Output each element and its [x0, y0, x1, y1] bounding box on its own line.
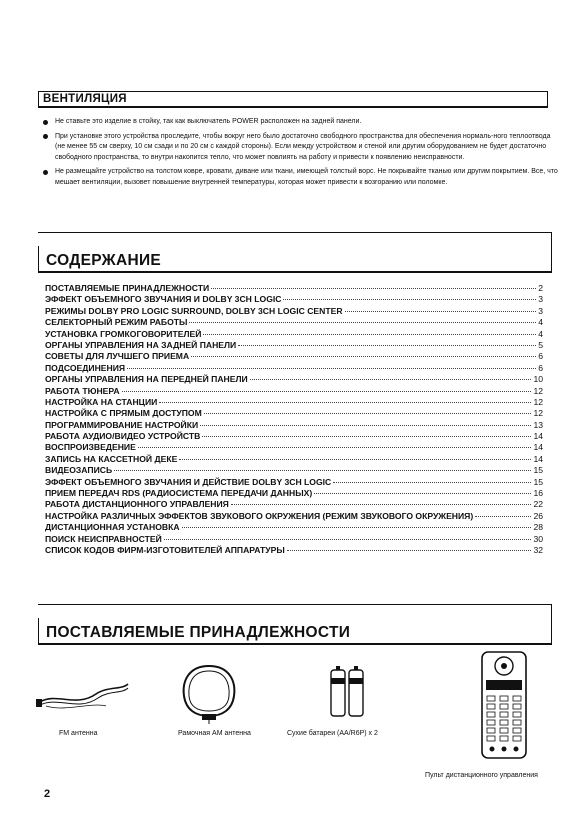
bullet-dot-icon [43, 170, 48, 175]
toc-leader-dots [159, 402, 531, 403]
toc-entry-label: ВИДЕОЗАПИСЬ [45, 465, 113, 476]
toc-leader-dots [122, 391, 532, 392]
page-number: 2 [44, 788, 51, 800]
ventilation-title: ВЕНТИЛЯЦИЯ [43, 93, 127, 105]
toc-entry-label: РАБОТА ДИСТАНЦИОННОГО УПРАВЛЕНИЯ [45, 499, 229, 510]
toc-row [45, 363, 543, 374]
contents-header-box [38, 246, 552, 273]
ventilation-bullets [42, 117, 558, 193]
toc-leader-dots [138, 447, 532, 448]
toc-row [45, 306, 543, 317]
fm-antenna-icon [36, 672, 132, 718]
toc-row [45, 408, 543, 419]
toc-leader-dots [314, 493, 531, 494]
toc-row [45, 488, 543, 499]
toc-entry-label: РАБОТА АУДИО/ВИДЕО УСТРОЙСТВ [45, 431, 201, 442]
toc-page-number: 28 [533, 522, 543, 533]
toc-entry-label: НАСТРОЙКА С ПРЯМЫМ ДОСТУПОМ [45, 408, 202, 419]
toc-leader-dots [345, 311, 537, 312]
toc-leader-dots [189, 322, 536, 323]
toc-page-number: 14 [533, 431, 543, 442]
accessories-header-box [38, 618, 552, 645]
toc-row [45, 340, 543, 351]
toc-leader-dots [211, 288, 536, 289]
toc-entry-label: ОРГАНЫ УПРАВЛЕНИЯ НА ЗАДНЕЙ ПАНЕЛИ [45, 339, 237, 350]
toc-row [45, 397, 543, 408]
remote-control-icon [478, 650, 530, 762]
toc-leader-dots [191, 356, 536, 357]
toc-row [45, 374, 543, 385]
contents-title: СОДЕРЖАНИЕ [46, 252, 162, 269]
toc-leader-dots [287, 550, 532, 551]
toc-leader-dots [203, 334, 536, 335]
toc-page-number: 15 [533, 476, 543, 487]
toc-entry-label: ОРГАНЫ УПРАВЛЕНИЯ НА ПЕРЕДНЕЙ ПАНЕЛИ [45, 374, 248, 385]
bullet-dot-icon [43, 120, 48, 125]
toc-page-number: 4 [538, 328, 543, 339]
toc-entry-label: ПОСТАВЛЯЕМЫЕ ПРИНАДЛЕЖНОСТИ [45, 283, 210, 293]
toc-page-number: 26 [533, 510, 543, 521]
toc-page-number: 5 [538, 339, 543, 350]
toc-leader-dots [179, 459, 531, 460]
toc-entry-label: ПРИЕМ ПЕРЕДАЧ RDS (РАДИОСИСТЕМА ПЕРЕДАЧИ ДАННЫХ) [45, 488, 313, 499]
toc-row [45, 499, 543, 510]
toc-row [45, 351, 543, 362]
toc-row [45, 386, 543, 397]
toc-entry-label: ЗАПИСЬ НА КАССЕТНОЙ ДЕКЕ [45, 453, 178, 464]
ventilation-bullet [42, 167, 558, 188]
toc-page-number: 12 [533, 385, 543, 396]
toc-row [45, 522, 543, 533]
ventilation-header [38, 91, 548, 108]
accessory-label: Сухие батареи (АА/R6P) х 2 [287, 730, 378, 737]
toc-page-number: 2 [538, 283, 543, 293]
toc-row [45, 420, 543, 431]
accessory-label: Пульт дистанционного управления [425, 772, 538, 779]
toc-page-number: 14 [533, 442, 543, 453]
toc-page-number: 10 [533, 374, 543, 385]
accessories-title: ПОСТАВЛЯЕМЫЕ ПРИНАДЛЕЖНОСТИ [46, 624, 351, 641]
toc-page-number: 30 [533, 533, 543, 544]
ventilation-bullet-text: При установке этого устройства проследите, чтобы вокруг него было достаточно свободного пространства для обеспечения нормаль-ного теплоотвода (не менее 55 см сверху, 10 см сзади и по 20 см с каждой стороны). Если между устройством и стеной или другим оборудованием не будет достаточно свободного пространства, то внутри накопится тепло, что может повлиять на работу и привести к появлению неисправности. [55, 132, 551, 161]
toc-page-number: 6 [538, 362, 543, 373]
toc-page-number: 15 [533, 465, 543, 476]
toc-leader-dots [333, 482, 531, 483]
toc-leader-dots [202, 436, 531, 437]
toc-leader-dots [127, 368, 536, 369]
toc-page-number: 6 [538, 351, 543, 362]
toc-entry-label: ПРОГРАММИРОВАНИЕ НАСТРОЙКИ [45, 419, 199, 430]
toc-row [45, 545, 543, 556]
toc-entry-label: НАСТРОЙКА НА СТАНЦИИ [45, 396, 158, 407]
toc-page-number: 4 [538, 317, 543, 328]
toc-row [45, 329, 543, 340]
toc-entry-label: РАБОТА ТЮНЕРА [45, 385, 120, 396]
toc-entry-label: УСТАНОВКА ГРОМКОГОВОРИТЕЛЕЙ [45, 328, 202, 339]
table-of-contents [45, 283, 543, 556]
toc-row [45, 454, 543, 465]
toc-page-number: 14 [533, 453, 543, 464]
toc-page-number: 3 [538, 305, 543, 316]
toc-leader-dots [231, 504, 532, 505]
toc-leader-dots [200, 425, 531, 426]
toc-leader-dots [250, 379, 532, 380]
toc-page-number: 32 [533, 544, 543, 555]
toc-page-number: 22 [533, 499, 543, 510]
toc-leader-dots [114, 470, 531, 471]
toc-leader-dots [182, 527, 532, 528]
toc-entry-label: ПОИСК НЕИСПРАВНОСТЕЙ [45, 533, 162, 544]
toc-entry-label: РЕЖИМЫ DOLBY PRO LOGIC SURROUND, DOLBY 3CH LOGIC CENTER [45, 305, 343, 316]
toc-entry-label: СПИСОК КОДОВ ФИРМ-ИЗГОТОВИТЕЛЕЙ АППАРАТУРЫ [45, 544, 285, 555]
toc-page-number: 12 [533, 408, 543, 419]
toc-entry-label: СОВЕТЫ ДЛЯ ЛУЧШЕГО ПРИЕМА [45, 351, 190, 362]
toc-page-number: 12 [533, 396, 543, 407]
ventilation-bullet [42, 117, 558, 128]
toc-row [45, 294, 543, 305]
accessory-label: Рамочная АМ антенна [178, 730, 251, 737]
am-loop-antenna-icon [178, 660, 240, 726]
toc-row [45, 534, 543, 545]
toc-entry-label: НАСТРОЙКА РАЗЛИЧНЫХ ЭФФЕКТОВ ЗВУКОВОГО ОКРУЖЕНИЯ (РЕЖИМ ЗВУКОВОГО ОКРУЖЕНИЯ) [45, 510, 474, 521]
toc-row [45, 283, 543, 294]
accessories-header [38, 604, 552, 644]
toc-leader-dots [475, 516, 531, 517]
ventilation-bullet-text: Не размещайте устройство на толстом ковре, кровати, диване или ткани, имеющей толстый ворс. Не покрывайте тканью или другим покрытием. Все, что мешает вентиляции, вызовет повышение внутренней температуры, которая может привести к возгоранию или поломке. [55, 168, 558, 186]
toc-page-number: 16 [533, 488, 543, 499]
contents-header [38, 232, 552, 272]
toc-leader-dots [238, 345, 536, 346]
toc-row [45, 511, 543, 522]
toc-row [45, 431, 543, 442]
toc-row [45, 317, 543, 328]
toc-entry-label: ЭФФЕКТ ОБЪЕМНОГО ЗВУЧАНИЯ И DOLBY 3CH LOGIC [45, 294, 282, 305]
toc-entry-label: СЕЛЕКТОРНЫЙ РЕЖИМ РАБОТЫ [45, 317, 188, 328]
toc-entry-label: ЭФФЕКТ ОБЪЕМНОГО ЗВУЧАНИЯ И ДЕЙСТВИЕ DOLBY 3CH LOGIC [45, 476, 332, 487]
toc-leader-dots [283, 299, 536, 300]
bullet-dot-icon [43, 134, 48, 139]
toc-leader-dots [164, 539, 532, 540]
toc-entry-label: ДИСТАНЦИОННАЯ УСТАНОВКА [45, 522, 180, 533]
toc-page-number: 3 [538, 294, 543, 305]
ventilation-bullet-text: Не ставьте это изделие в стойку, так как выключатель POWER расположен на задней панели. [55, 118, 362, 125]
toc-row [45, 477, 543, 488]
batteries-icon [328, 664, 368, 720]
toc-entry-label: ПОДСОЕДИНЕНИЯ [45, 362, 126, 373]
accessory-label: FM антенна [59, 730, 98, 737]
toc-entry-label: ВОСПРОИЗВЕДЕНИЕ [45, 442, 136, 453]
toc-row [45, 465, 543, 476]
toc-page-number: 13 [533, 419, 543, 430]
ventilation-bullet [42, 132, 558, 164]
toc-row [45, 442, 543, 453]
toc-leader-dots [204, 413, 532, 414]
